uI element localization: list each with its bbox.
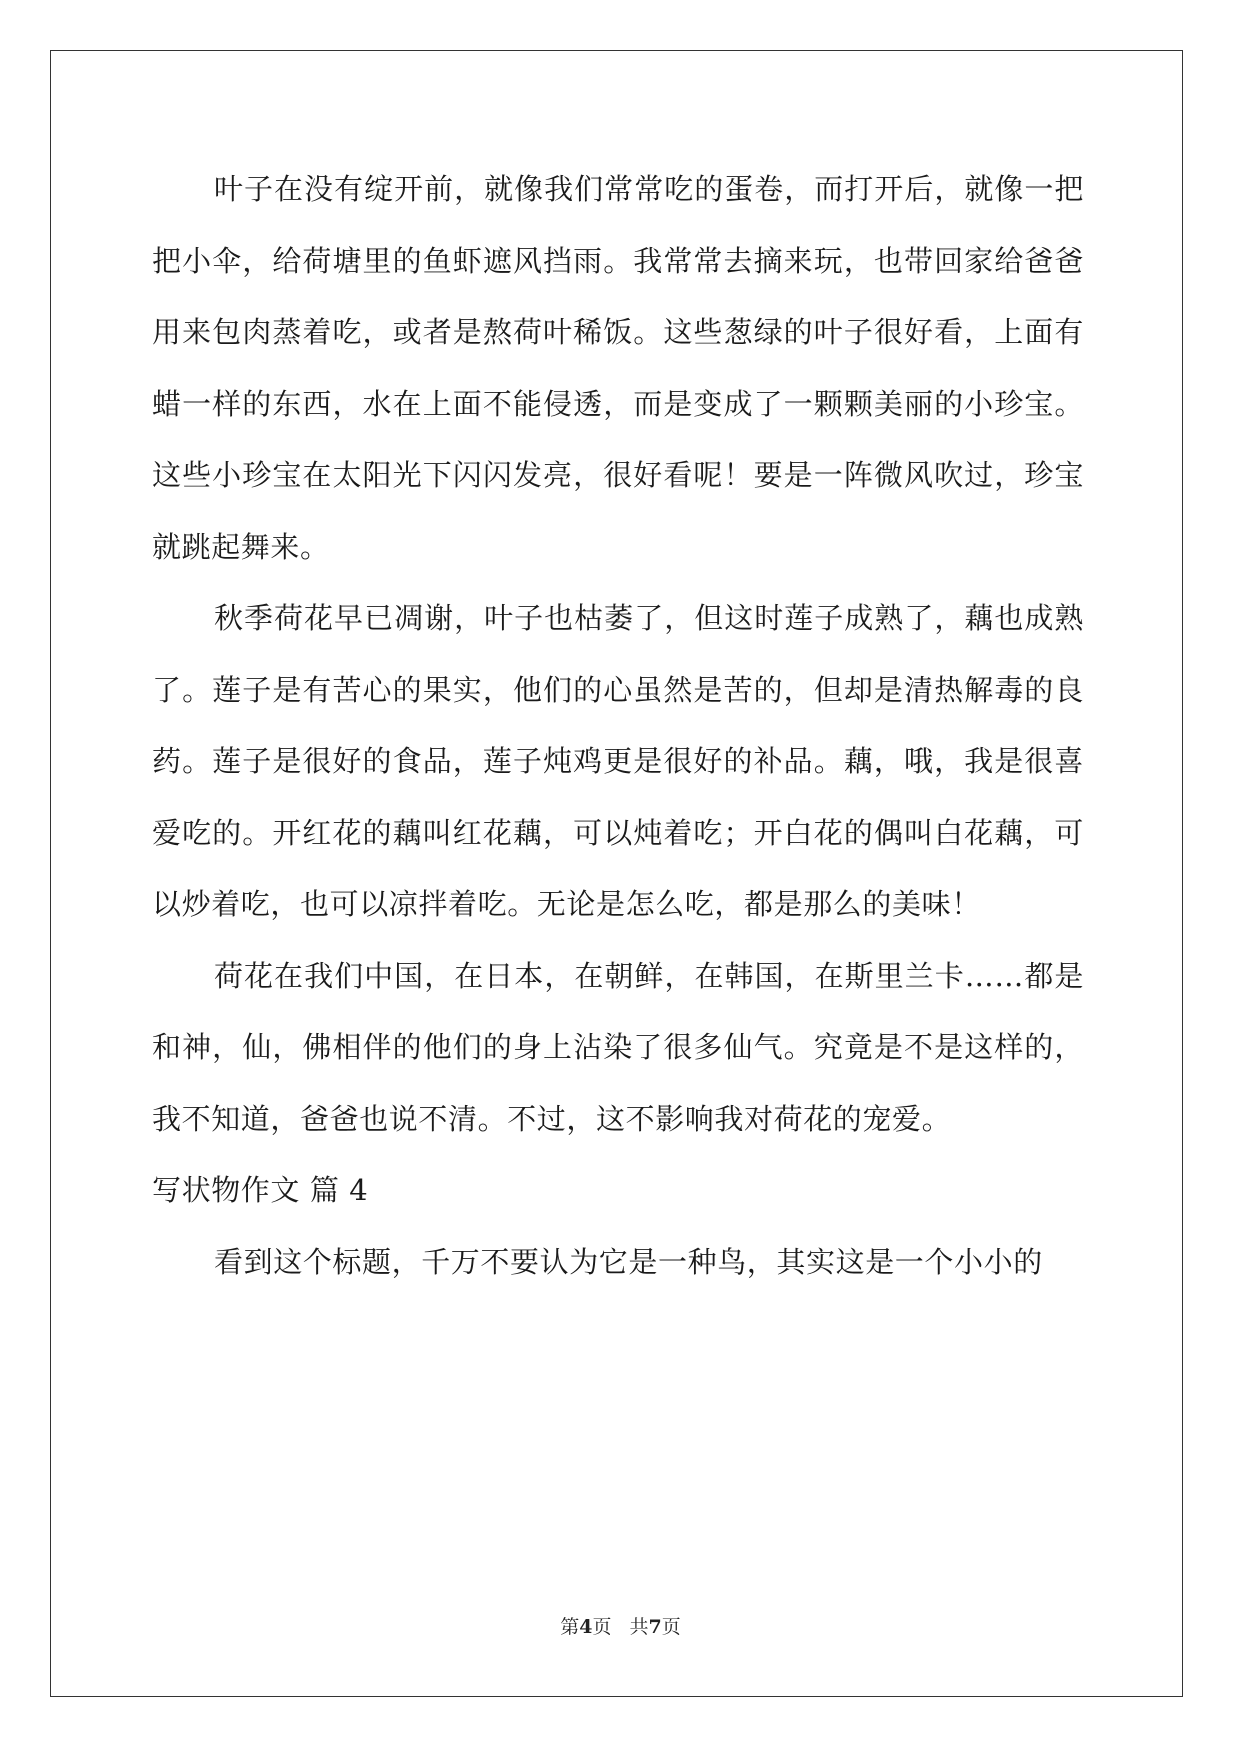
- total-suffix: 页: [661, 1616, 681, 1638]
- total-prefix: 共: [629, 1616, 649, 1638]
- page-suffix: 页: [592, 1616, 612, 1638]
- page-footer: [0, 1612, 1241, 1639]
- paragraph-next-essay-start: 看到这个标题，千万不要认为它是一种鸟，其实这是一个小小的: [214, 1244, 1043, 1279]
- paragraph-lotus-leaves: 叶子在没有绽开前，就像我们常常吃的蛋卷，而打开后，就像一把把小伞，给荷塘里的鱼虾遮风挡雨。我常常去摘来玩，也带回家给爸爸用来包肉蒸着吃，或者是熬荷叶稀饭。这些葱绿的叶子很好看，上面有蜡一样的东西，水在上面不能侵透，而是变成了一颗颗美丽的小珍宝。这些小珍宝在太阳光下闪闪发亮，很好看呢！要是一阵微风吹过，珍宝就跳起舞来。: [152, 172, 1084, 564]
- total-pages: 7: [648, 1616, 662, 1638]
- paragraph-autumn-lotus-seeds: 秋季荷花早已凋谢，叶子也枯萎了，但这时莲子成熟了，藕也成熟了。莲子是有苦心的果实，他们的心虽然是苦的，但却是清热解毒的良药。莲子是很好的食品，莲子炖鸡更是很好的补品。藕，哦，我是很喜爱吃的。开红花的藕叫红花藕，可以炖着吃；开白花的偶叫白花藕，可以炒着吃，也可以凉拌着吃。无论是怎么吃，都是那么的美味！: [152, 601, 1084, 921]
- page-prefix: 第: [560, 1616, 580, 1638]
- document-body: [152, 154, 1084, 1298]
- section-heading: 写状物作文 篇 4: [152, 1173, 369, 1207]
- paragraph-lotus-culture: 荷花在我们中国，在日本，在朝鲜，在韩国，在斯里兰卡……都是和神，仙，佛相伴的他们的身上沾染了很多仙气。究竟是不是这样的，我不知道，爸爸也说不清。不过，这不影响我对荷花的宠爱。: [152, 958, 1084, 1136]
- page-number: 4: [579, 1616, 593, 1638]
